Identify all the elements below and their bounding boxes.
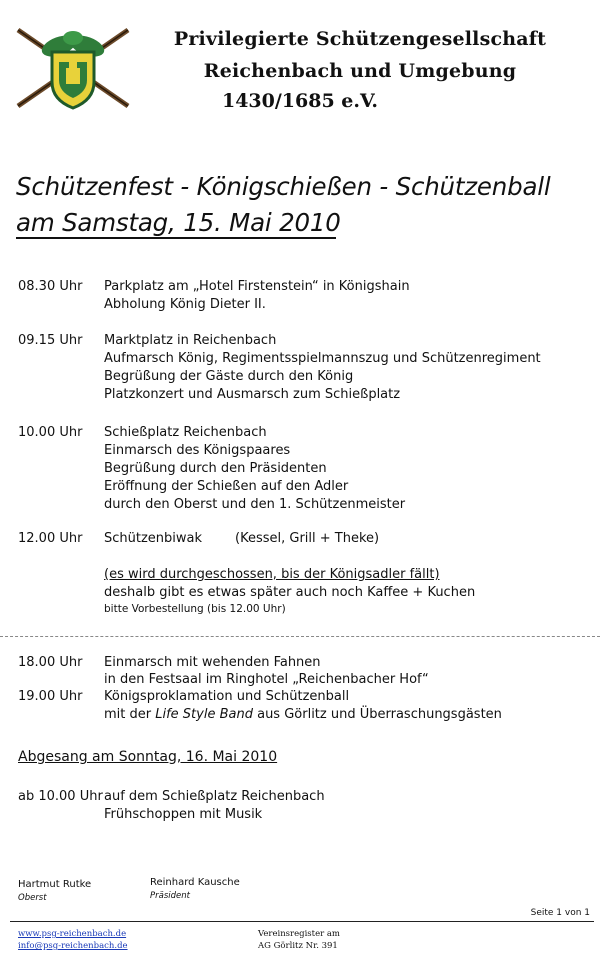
schedule-line: durch den Oberst und den 1. Schützenmeister: [104, 497, 406, 512]
sunday-heading: Abgesang am Sonntag, 16. Mai 2010: [18, 749, 278, 765]
schedule-line: Schützenbiwak: [104, 531, 203, 546]
page-break-line: [0, 636, 600, 637]
schedule-line: Königsproklamation und Schützenball: [104, 689, 350, 704]
schedule-line: Schießplatz Reichenbach: [104, 425, 267, 440]
event-date: am Samstag, 15. Mai 2010: [16, 208, 341, 237]
register-line1: Vereinsregister am: [258, 929, 340, 939]
schedule-line: Begrüßung der Gäste durch den König: [104, 369, 354, 384]
sunday-line: Frühschoppen mit Musik: [104, 807, 263, 822]
schedule-time-0915: 09.15 Uhr: [18, 333, 83, 348]
schedule-note-small: bitte Vorbestellung (bis 12.00 Uhr): [104, 603, 286, 615]
website-link[interactable]: www.psg-reichenbach.de: [18, 929, 127, 939]
schedule-line: in den Festsaal im Ringhotel „Reichenbacher Hof“: [104, 672, 429, 687]
schedule-time-1200: 12.00 Uhr: [18, 531, 83, 546]
schedule-extra: (Kessel, Grill + Theke): [235, 531, 380, 546]
schedule-line: Einmarsch mit wehenden Fahnen: [104, 655, 321, 670]
sunday-time: ab 10.00 Uhr: [18, 789, 103, 804]
club-logo: [14, 22, 132, 110]
schedule-line: Einmarsch des Königspaares: [104, 443, 291, 458]
band-name: Life Style Band: [155, 707, 253, 722]
signature-role: Oberst: [18, 893, 47, 903]
schedule-line: mit der Life Style Band aus Görlitz und Überraschungsgästen: [104, 707, 502, 722]
schedule-line: Abholung König Dieter II.: [104, 297, 266, 312]
schedule-line: Marktplatz in Reichenbach: [104, 333, 277, 348]
email-link[interactable]: info@psg-reichenbach.de: [18, 941, 128, 951]
schedule-time-1000: 10.00 Uhr: [18, 425, 83, 440]
schedule-note: (es wird durchgeschossen, bis der Königsadler fällt): [104, 567, 440, 582]
schedule-line: Eröffnung der Schießen auf den Adler: [104, 479, 349, 494]
footer-rule: [10, 921, 594, 922]
schedule-note: deshalb gibt es etwas später auch noch Kaffee + Kuchen: [104, 585, 476, 600]
schedule-line: Platzkonzert und Ausmarsch zum Schießplatz: [104, 387, 401, 402]
title-underline: [16, 237, 336, 239]
schedule-time-0830: 08.30 Uhr: [18, 279, 83, 294]
schedule-line: Begrüßung durch den Präsidenten: [104, 461, 327, 476]
sunday-line: auf dem Schießplatz Reichenbach: [104, 789, 325, 804]
signature-role: Präsident: [150, 891, 190, 901]
page-number: Seite 1 von 1: [530, 908, 590, 918]
schedule-time-1900: 19.00 Uhr: [18, 689, 83, 704]
signature-name: Reinhard Kausche: [150, 877, 240, 888]
event-title: Schützenfest - Königschießen - Schützenball: [16, 172, 551, 201]
club-name-line1: Privilegierte Schützengesellschaft: [173, 28, 547, 50]
schedule-line: Parkplatz am „Hotel Firstenstein“ in Königshain: [104, 279, 410, 294]
schedule-time-1800: 18.00 Uhr: [18, 655, 83, 670]
signature-name: Hartmut Rutke: [18, 879, 92, 890]
club-founding-years: 1430/1685 e.V.: [221, 90, 379, 112]
shield-icon: [52, 52, 94, 108]
club-name-line2: Reichenbach und Umgebung: [203, 60, 517, 82]
register-line2: AG Görlitz Nr. 391: [258, 941, 338, 951]
schedule-line: Aufmarsch König, Regimentsspielmannszug und Schützenregiment: [104, 351, 541, 366]
